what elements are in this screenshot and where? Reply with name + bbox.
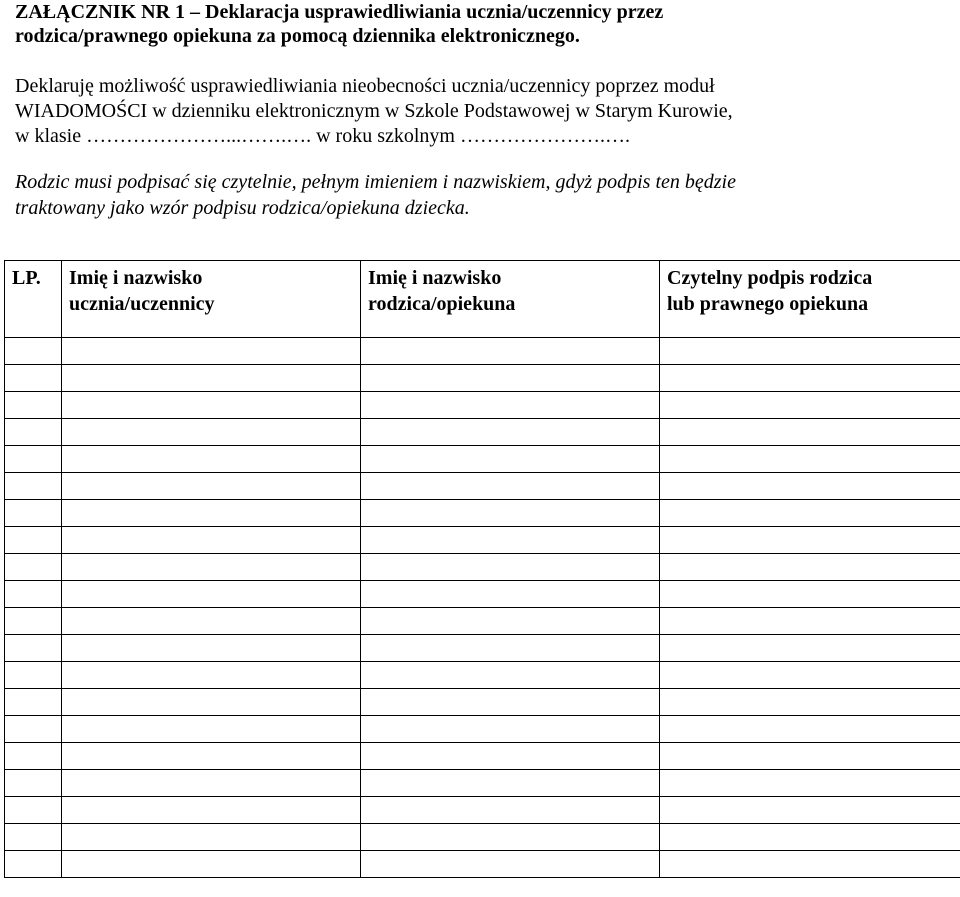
header-sign-line-1: Czytelny podpis rodzica xyxy=(667,267,873,289)
lp-cell xyxy=(5,716,62,743)
header-student-name xyxy=(62,261,361,338)
table-row xyxy=(5,473,960,500)
parent-name-cell xyxy=(361,689,660,716)
parent-name-cell xyxy=(361,581,660,608)
table-body xyxy=(5,338,960,878)
parent-name-cell xyxy=(361,365,660,392)
table-row xyxy=(5,770,960,797)
student-name-cell xyxy=(62,527,361,554)
table-row xyxy=(5,824,960,851)
table-row xyxy=(5,338,960,365)
signature-cell xyxy=(660,365,960,392)
header-parent-name xyxy=(361,261,660,338)
lp-cell xyxy=(5,662,62,689)
header-parent-line-2: rodzica/opiekuna xyxy=(368,293,516,315)
parent-name-cell xyxy=(361,662,660,689)
table-row xyxy=(5,446,960,473)
student-name-cell xyxy=(62,608,361,635)
student-name-cell xyxy=(62,635,361,662)
student-name-cell xyxy=(62,500,361,527)
student-name-cell xyxy=(62,581,361,608)
student-name-cell xyxy=(62,392,361,419)
lp-cell xyxy=(5,392,62,419)
parent-name-cell xyxy=(361,554,660,581)
document-page xyxy=(15,0,960,221)
signature-table xyxy=(4,260,960,878)
lp-cell xyxy=(5,473,62,500)
signature-cell xyxy=(660,338,960,365)
student-name-cell xyxy=(62,473,361,500)
signature-cell xyxy=(660,662,960,689)
parent-name-cell xyxy=(361,338,660,365)
table-row xyxy=(5,581,960,608)
header-parent-line-1: Imię i nazwisko xyxy=(368,267,502,289)
student-name-cell xyxy=(62,419,361,446)
header-lp-label: LP. xyxy=(12,267,41,289)
parent-name-cell xyxy=(361,797,660,824)
parent-name-cell xyxy=(361,527,660,554)
student-name-cell xyxy=(62,824,361,851)
table-row xyxy=(5,500,960,527)
table-row xyxy=(5,419,960,446)
signature-cell xyxy=(660,527,960,554)
parent-name-cell xyxy=(361,392,660,419)
table-row xyxy=(5,851,960,878)
signature-cell xyxy=(660,446,960,473)
student-name-cell xyxy=(62,770,361,797)
parent-name-cell xyxy=(361,824,660,851)
lp-cell xyxy=(5,419,62,446)
lp-cell xyxy=(5,824,62,851)
lp-cell xyxy=(5,446,62,473)
student-name-cell xyxy=(62,554,361,581)
signature-cell xyxy=(660,554,960,581)
lp-cell xyxy=(5,770,62,797)
table-row xyxy=(5,554,960,581)
signature-cell xyxy=(660,392,960,419)
lp-cell xyxy=(5,554,62,581)
parent-name-cell xyxy=(361,770,660,797)
signature-cell xyxy=(660,608,960,635)
parent-name-cell xyxy=(361,446,660,473)
signature-cell xyxy=(660,797,960,824)
note-line-1: Rodzic musi podpisać się czytelnie, pełnym imieniem i nazwiskiem, gdyż podpis ten będzie xyxy=(15,171,736,193)
student-name-cell xyxy=(62,365,361,392)
declaration-paragraph xyxy=(15,74,960,149)
parent-name-cell xyxy=(361,500,660,527)
table-row xyxy=(5,527,960,554)
student-name-cell xyxy=(62,338,361,365)
table-row xyxy=(5,662,960,689)
declaration-line-3: w klasie …………………...…….…. w roku szkolnym ………………….…. xyxy=(15,125,630,147)
header-sign-line-2: lub prawnego opiekuna xyxy=(667,293,869,315)
student-name-cell xyxy=(62,662,361,689)
student-name-cell xyxy=(62,743,361,770)
lp-cell xyxy=(5,689,62,716)
declaration-line-1: Deklaruję możliwość usprawiedliwiania nieobecności ucznia/uczennicy poprzez moduł xyxy=(15,75,715,97)
lp-cell xyxy=(5,527,62,554)
student-name-cell xyxy=(62,716,361,743)
note-line-2: traktowany jako wzór podpisu rodzica/opiekuna dziecka. xyxy=(15,197,470,219)
lp-cell xyxy=(5,338,62,365)
lp-cell xyxy=(5,608,62,635)
lp-cell xyxy=(5,851,62,878)
student-name-cell xyxy=(62,446,361,473)
lp-cell xyxy=(5,797,62,824)
lp-cell xyxy=(5,365,62,392)
student-name-cell xyxy=(62,797,361,824)
table-row xyxy=(5,392,960,419)
declaration-line-2: WIADOMOŚCI w dzienniku elektronicznym w Szkole Podstawowej w Starym Kurowie, xyxy=(15,100,733,122)
lp-cell xyxy=(5,635,62,662)
header-student-line-2: ucznia/uczennicy xyxy=(69,293,215,315)
table-row xyxy=(5,743,960,770)
signature-cell xyxy=(660,851,960,878)
table-row xyxy=(5,716,960,743)
parent-name-cell xyxy=(361,851,660,878)
header-lp xyxy=(5,261,62,338)
student-name-cell xyxy=(62,689,361,716)
signature-cell xyxy=(660,716,960,743)
parent-name-cell xyxy=(361,716,660,743)
title-line-2: rodzica/prawnego opiekuna za pomocą dziennika elektronicznego. xyxy=(15,25,580,47)
parent-name-cell xyxy=(361,473,660,500)
parent-name-cell xyxy=(361,635,660,662)
header-signature xyxy=(660,261,960,338)
table-row xyxy=(5,635,960,662)
lp-cell xyxy=(5,500,62,527)
header-student-line-1: Imię i nazwisko xyxy=(69,267,203,289)
lp-cell xyxy=(5,581,62,608)
table-row xyxy=(5,689,960,716)
signature-cell xyxy=(660,419,960,446)
signature-cell xyxy=(660,689,960,716)
parent-name-cell xyxy=(361,419,660,446)
lp-cell xyxy=(5,743,62,770)
parent-name-cell xyxy=(361,743,660,770)
signature-cell xyxy=(660,500,960,527)
table-row xyxy=(5,365,960,392)
table-row xyxy=(5,797,960,824)
signature-cell xyxy=(660,770,960,797)
table-header-row xyxy=(5,261,960,338)
parent-name-cell xyxy=(361,608,660,635)
signature-cell xyxy=(660,743,960,770)
signature-note xyxy=(15,169,960,221)
table-row xyxy=(5,608,960,635)
signature-cell xyxy=(660,473,960,500)
title-line-1: ZAŁĄCZNIK NR 1 – Deklaracja usprawiedliwiania ucznia/uczennicy przez xyxy=(15,1,664,23)
signature-cell xyxy=(660,581,960,608)
signature-cell xyxy=(660,824,960,851)
document-title xyxy=(15,0,960,48)
student-name-cell xyxy=(62,851,361,878)
signature-cell xyxy=(660,635,960,662)
